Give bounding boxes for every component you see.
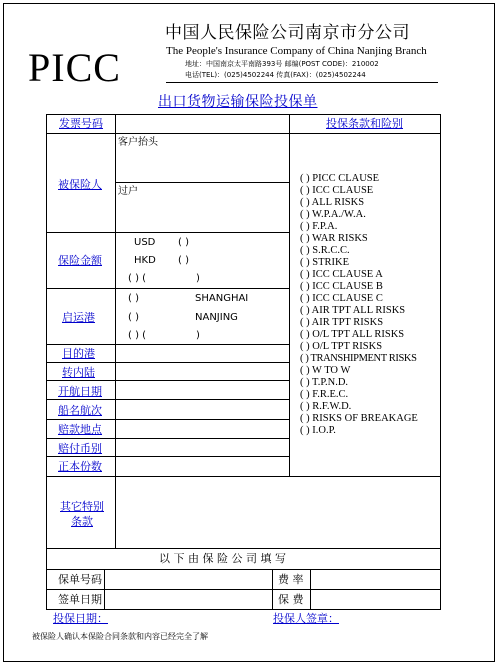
header-divider [166,82,438,83]
sign-date-label: 签单日期 [58,593,102,606]
grid-line [46,344,289,345]
amount-bracket-hkd: ( ) [178,255,189,266]
grid-line [46,548,441,549]
grid-line [46,288,289,289]
grid-line [46,114,47,610]
clause-item[interactable]: ( ) O/L TPT ALL RISKS [300,329,405,340]
grid-line [46,589,441,590]
company-name-cn: 中国人民保险公司南京市分公司 [165,23,410,43]
grid-line [46,476,441,477]
grid-line [440,114,441,610]
port-name-other: ) [196,330,200,341]
claim-place-label[interactable]: 赔款地点 [58,423,102,436]
grid-line [46,569,441,570]
clause-item[interactable]: ( ) ALL RISKS [300,197,365,208]
vessel-voyage-label[interactable]: 船名航次 [58,404,102,417]
grid-line [46,114,441,115]
grid-line [46,438,289,439]
departure-port-label[interactable]: 启运港 [62,311,95,324]
clause-item[interactable]: ( ) ICC CLAUSE A [300,269,383,280]
insured-transfer-text: 过户 [118,186,138,197]
company-address: 地址：中国南京太平南路393号 邮编(POST CODE)：210002 [185,60,379,68]
clause-item[interactable]: ( ) RISKS OF BREAKAGE [300,413,418,424]
rate-label: 费 率 [278,573,304,586]
amount-bracket-other: ) [196,273,200,284]
port-paren-3: ( ) ( [128,330,147,341]
clause-item[interactable]: ( ) TRANSHIPMENT RISKS [300,353,417,364]
amount-currency-hkd: HKD [134,255,156,266]
insured-confirmation-note: 被保险人确认本保险合同条款和内容已经完全了解 [32,632,208,641]
grid-line [46,399,289,400]
grid-line [289,114,290,477]
grid-line [310,569,311,610]
clause-item[interactable]: ( ) R.F.W.D. [300,401,352,412]
company-phone: 电话(TEL)：(025)4502244 传真(FAX)：(025)4502244 [185,71,366,79]
transship-label[interactable]: 转内陆 [62,366,95,379]
clause-item[interactable]: ( ) F.R.E.C. [300,389,349,400]
amount-currency-usd: USD [134,237,156,248]
clause-item[interactable]: ( ) AIR TPT RISKS [300,317,384,328]
picc-logo: PICC [28,45,121,90]
clause-item[interactable]: ( ) I.O.P. [300,425,336,436]
company-name-en: The People's Insurance Company of China Nanjing Branch [166,45,427,57]
sail-date-label[interactable]: 开航日期 [58,385,102,398]
grid-line [46,609,441,610]
applicant-signature-label[interactable]: 投保人签章： [273,612,339,625]
clause-item[interactable]: ( ) STRIKE [300,257,349,268]
apply-date-label[interactable]: 投保日期： [53,612,108,625]
original-copies-label[interactable]: 正本份数 [58,460,102,473]
port-nanjing: NANJING [195,312,238,323]
clause-item[interactable]: ( ) O/L TPT RISKS [300,341,383,352]
special-terms-label[interactable]: 其它特别条款 [60,500,104,528]
clause-item[interactable]: ( ) ICC CLAUSE B [300,281,383,292]
policy-no-label: 保单号码 [58,573,102,586]
grid-line [272,569,273,610]
clause-item[interactable]: ( ) W TO W [300,365,351,376]
amount-label[interactable]: 保险金额 [58,254,102,267]
port-shanghai: SHANGHAI [195,293,249,304]
port-paren-2: ( ) [128,312,139,323]
insured-header-text: 客户抬头 [118,137,158,148]
clause-item[interactable]: ( ) W.P.A./W.A. [300,209,366,220]
clause-item[interactable]: ( ) T.P.N.D. [300,377,349,388]
form-title[interactable]: 出口货物运输保险投保单 [158,94,318,110]
grid-line [46,133,441,134]
clause-item[interactable]: ( ) PICC CLAUSE [300,173,380,184]
grid-line [46,380,289,381]
port-paren-1: ( ) [128,293,139,304]
company-section-title: 以 下 由 保 险 公 司 填 写 [159,552,286,565]
clause-item[interactable]: ( ) ICC CLAUSE C [300,293,383,304]
amount-bracket-usd: ( ) [178,237,189,248]
grid-line [46,232,289,233]
clauses-header-label[interactable]: 投保条款和险别 [326,117,403,130]
grid-line [115,114,116,549]
clause-item[interactable]: ( ) ICC CLAUSE [300,185,374,196]
grid-line [46,419,289,420]
clause-item[interactable]: ( ) S.R.C.C. [300,245,350,256]
grid-line [115,182,289,183]
clause-item[interactable]: ( ) AIR TPT ALL RISKS [300,305,406,316]
invoice-no-label[interactable]: 发票号码 [59,117,103,130]
premium-label: 保 费 [278,593,304,606]
claim-currency-label[interactable]: 赔付币别 [58,442,102,455]
insured-label[interactable]: 被保险人 [58,178,102,191]
destination-port-label[interactable]: 目的港 [62,347,95,360]
clause-item[interactable]: ( ) WAR RISKS [300,233,368,244]
grid-line [46,456,289,457]
amount-currency-other: ( ) ( [128,273,147,284]
clause-item[interactable]: ( ) F.P.A. [300,221,338,232]
grid-line [46,362,289,363]
grid-line [104,569,105,610]
